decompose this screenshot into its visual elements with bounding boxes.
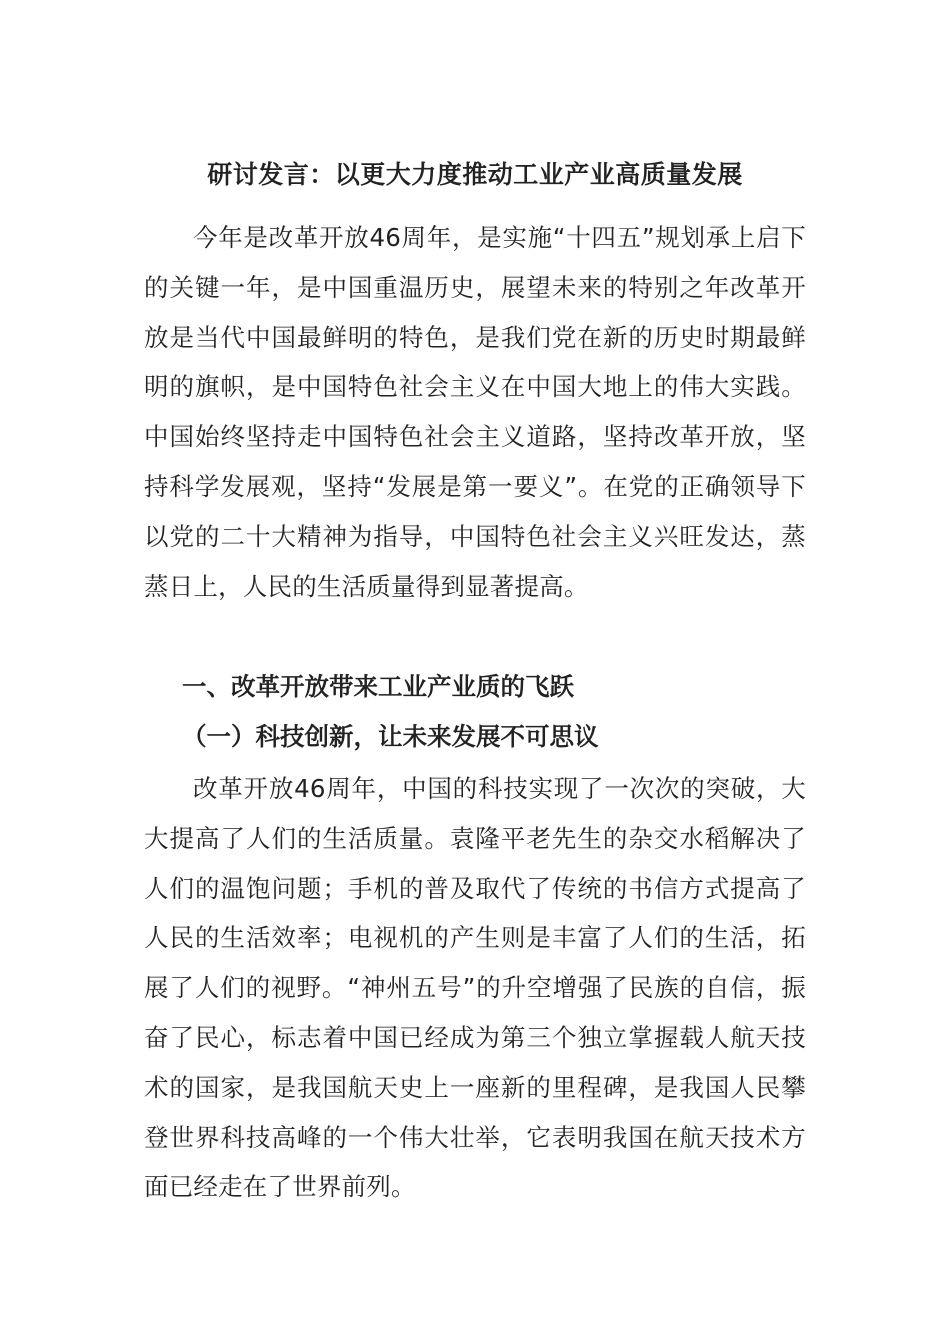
body-paragraph: 改革开放46周年，中国的科技实现了一次次的突破，大大提高了人们的生活质量。袁隆平老先生的杂交水稻解决了人们的温饱问题；手机的普及取代了传统的书信方式提高了人民的生活效率；电视机的产生则是丰富了人们的生活，拓展了人们的视野。“神州五号”的升空增强了民族的自信，振奋了民心，标志着中国已经成为第三个独立掌握载人航天技术的国家，是我国航天史上一座新的里程碑，是我国人民攀登世界科技高峰的一个伟大壮举，它表明我国在航天技术方面已经走在了世界前列。 [144,774,806,1202]
section-heading: 一、改革开放带来工业产业质的飞跃 [182,672,574,701]
subsection-heading: （一）科技创新，让未来发展不可思议 [182,722,599,751]
intro-paragraph: 今年是改革开放46周年，是实施“十四五”规划承上启下的关键一年，是中国重温历史，展望未来的特别之年改革开放是当代中国最鲜明的特色，是我们党在新的历史时期最鲜明的旗帜，是中国特色社会主义在中国大地上的伟大实践。中国始终坚持走中国特色社会主义道路，坚持改革开放，坚持科学发展观，坚持“发展是第一要义”。在党的正确领导下以党的二十大精神为指导，中国特色社会主义兴旺发达，蒸蒸日上，人民的生活质量得到显著提高。 [144,223,806,601]
document-title: 研讨发言：以更大力度推动工业产业高质量发展 [207,160,743,189]
